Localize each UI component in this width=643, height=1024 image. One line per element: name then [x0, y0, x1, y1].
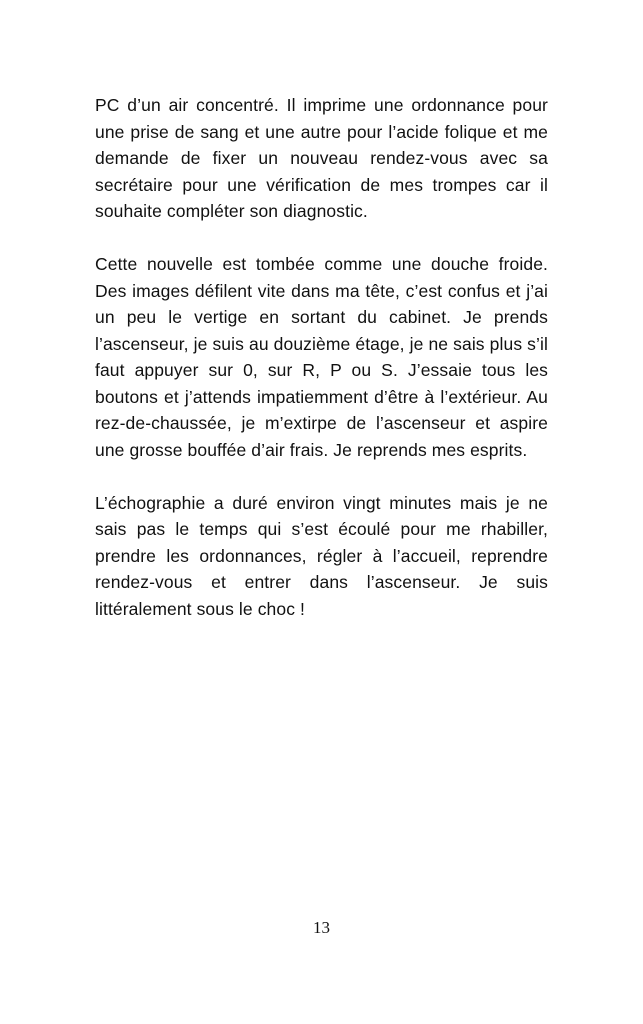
- body-text: [95, 92, 548, 622]
- page-number: 13: [313, 918, 330, 937]
- paragraph: Cette nouvelle est tombée comme une douche froide. Des images défilent vite dans ma tête, c’est confus et j’ai un peu le vertige en sortant du cabinet. Je prends l’ascenseur, je suis au douzième étage, je ne sais plus s’il faut appuyer sur 0, sur R, P ou S. J’essaie tous les boutons et j’attends impatiemment d’être à l’extérieur. Au rez-de-chaussée, je m’extirpe de l’ascenseur et aspire une grosse bouffée d’air frais. Je reprends mes esprits.: [95, 254, 548, 460]
- paragraph: PC d’un air concentré. Il imprime une ordonnance pour une prise de sang et une autre pour l’acide folique et me demande de fixer un nouveau rendez-vous avec sa secrétaire pour une vérification de mes trompes car il souhaite compléter son diagnostic.: [95, 95, 548, 221]
- paragraph: L’échographie a duré environ vingt minutes mais je ne sais pas le temps qui s’est écoulé pour me rhabiller, prendre les ordonnances, régler à l’accueil, reprendre rendez-vous et entrer dans l’ascenseur. Je suis littéralement sous le choc !: [95, 492, 548, 619]
